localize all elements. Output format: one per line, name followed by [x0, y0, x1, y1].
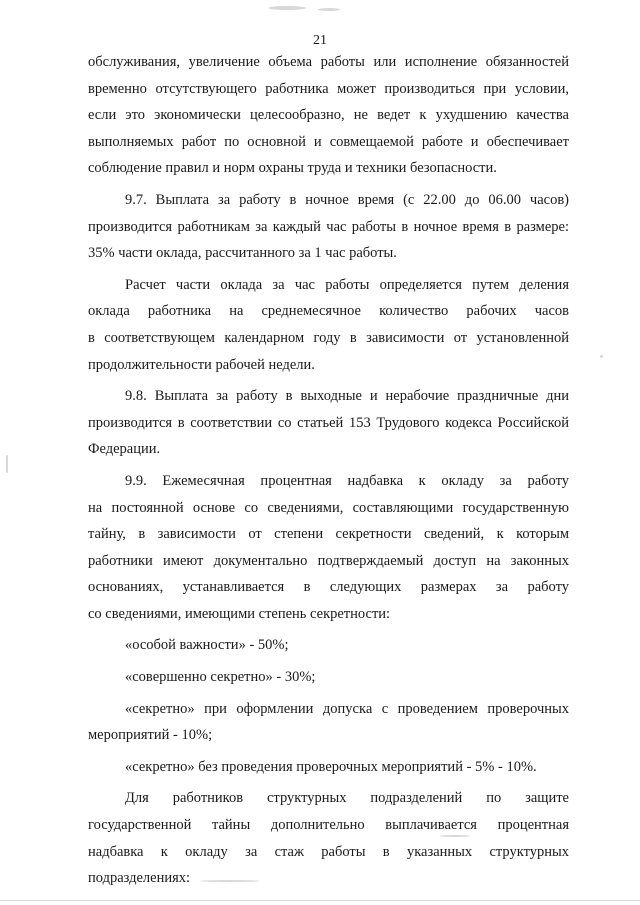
scan-speck	[440, 835, 470, 837]
scan-speck	[318, 8, 340, 11]
scan-speck	[268, 6, 306, 10]
bottom-rule	[0, 900, 640, 901]
text-line: основаниях, устанавливается в следующих размерах за работу	[88, 579, 569, 596]
scan-speck	[200, 880, 260, 882]
document-body	[88, 49, 569, 892]
text-line: продолжительности рабочей недели.	[88, 356, 315, 373]
text-line: выполняемых работ по основной и совмещаемой работе и обеспечивает	[88, 133, 569, 150]
text-line: подразделениях:	[88, 870, 191, 887]
text-line: если это экономически целесообразно, не ведет к ухудшению качества	[88, 107, 569, 124]
text-line: временно отсутствующего работника может производиться при условии,	[88, 80, 569, 97]
scan-speck	[600, 355, 603, 358]
list-item: «совершенно секретно» - 30%;	[125, 669, 316, 686]
text-line: государственной тайны дополнительно выплачивается процентная	[88, 817, 569, 834]
text-line: производится в соответствии со статьей 153 Трудового кодекса Российской	[88, 414, 569, 431]
text-line: работники имеют документально подтверждаемый доступ на законных	[88, 552, 569, 569]
text-line: со сведениями, имеющими степень секретности:	[88, 605, 391, 622]
list-item: «особой важности» - 50%;	[125, 637, 289, 654]
text-line: 9.8. Выплата за работу в выходные и нерабочие праздничные дни	[125, 388, 569, 405]
text-line: 9.7. Выплата за работу в ночное время (с 22.00 до 06.00 часов)	[125, 191, 569, 208]
scan-speck	[6, 455, 8, 473]
text-line: оклада работника на среднемесячное количество рабочих часов	[88, 303, 569, 320]
text-line: надбавка к окладу за стаж работы в указанных структурных	[88, 843, 569, 860]
text-line: обслуживания, увеличение объема работы или исполнение обязанностей	[88, 54, 569, 70]
text-line: тайну, в зависимости от степени секретности сведений, к которым	[88, 526, 569, 543]
page-number: 21	[313, 33, 327, 48]
text-line: Федерации.	[88, 441, 161, 458]
text-line: производится работникам за каждый час работы в ночное время в размере:	[88, 218, 569, 235]
list-item: «секретно» при оформлении допуска с проведением проверочных	[125, 700, 569, 717]
list-item: «секретно» без проведения проверочных мероприятий - 5% - 10%.	[125, 758, 537, 775]
text-line: в соответствующем календарном году в зависимости от установленной	[88, 329, 569, 346]
text-line: мероприятий - 10%;	[88, 727, 213, 744]
text-line: Для работников структурных подразделений по защите	[125, 790, 569, 807]
text-line: соблюдение правил и норм охраны труда и техники безопасности.	[88, 160, 497, 177]
text-line: Расчет части оклада за час работы определяется путем деления	[125, 276, 569, 293]
text-line: на постоянной основе со сведениями, составляющими государственную	[88, 499, 569, 516]
text-line: 35% части оклада, рассчитанного за 1 час работы.	[88, 245, 397, 262]
text-line: 9.9. Ежемесячная процентная надбавка к окладу за работу	[125, 472, 569, 489]
